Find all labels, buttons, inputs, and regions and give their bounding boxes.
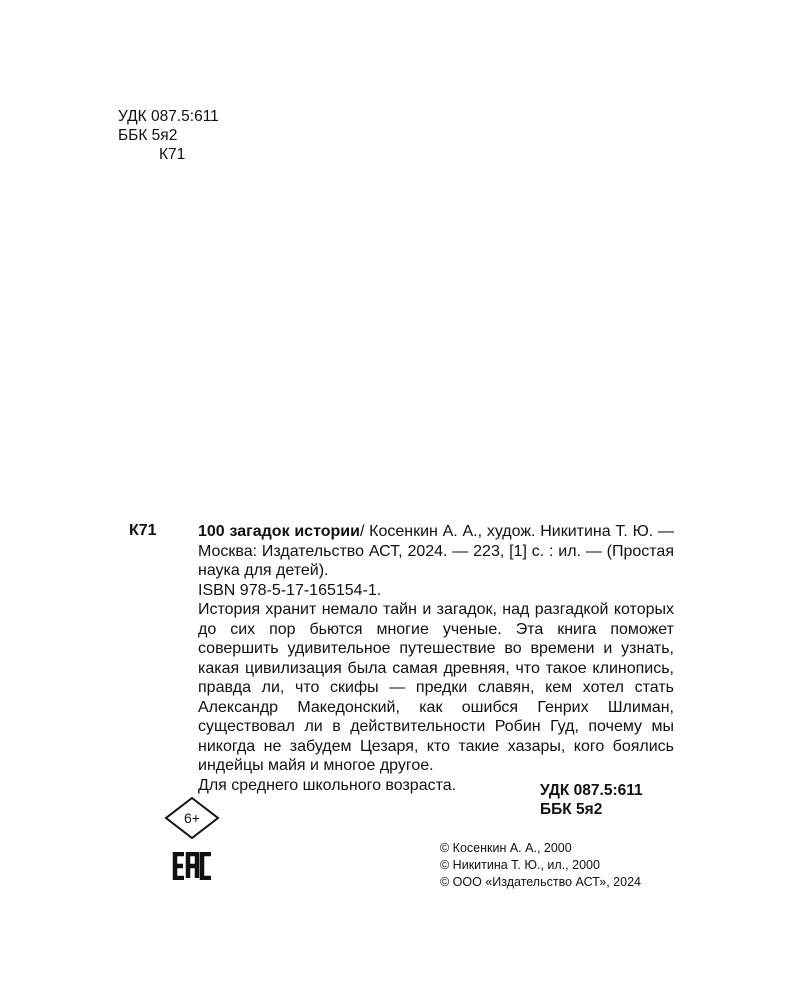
annotation: История хранит немало тайн и загадок, над разгадкой которых до сих пор бьются многие ученые. Эта книга поможет совершить удивительное путешествие во времени и узнать, какая цивилизация была самая древняя, что такое клинопись, правда ли, что скифы — предки славян, кем хотел стать Александр Македонский, как ошибся Генрих Шлиман, существовал ли в действительности Робин Гуд, почему мы никогда не забудем Цезаря, кто такие хазары, кого боялись индейцы майя и многое другое. (198, 601, 674, 774)
age-rating-badge-icon (164, 796, 220, 840)
bibliographic-details: / Косенкин А. А., худож. Никитина Т. Ю. — Москва: Издательство АСТ, 2024. — 223, [1] с. : ил. — (Простая наука для детей). (198, 523, 674, 579)
age-rating-text: 6+ (184, 810, 200, 826)
catalog-author-sign: К71 (129, 522, 157, 539)
author-sign: К71 (159, 146, 186, 163)
bbk-code: ББК 5я2 (118, 127, 178, 144)
bibliographic-description (198, 522, 674, 581)
copyright-line: © Никитина Т. Ю., ил., 2000 (440, 858, 600, 872)
bottom-classification-block (540, 781, 643, 819)
catalog-entry (198, 522, 674, 795)
top-classification-block (118, 107, 219, 164)
copyright-line: © ООО «Издательство АСТ», 2024 (440, 875, 641, 889)
isbn: ISBN 978-5-17-165154-1. (198, 581, 382, 599)
eac-conformity-mark-icon (172, 852, 214, 880)
audience-note: Для среднего школьного возраста. (198, 776, 457, 794)
bbk-code-bottom: ББК 5я2 (540, 801, 603, 818)
udk-code-bottom: УДК 087.5:611 (540, 782, 643, 799)
udk-code: УДК 087.5:611 (118, 108, 219, 125)
book-title: 100 загадок истории (198, 523, 360, 540)
copyright-line: © Косенкин А. А., 2000 (440, 841, 572, 855)
copyright-block (440, 840, 641, 891)
